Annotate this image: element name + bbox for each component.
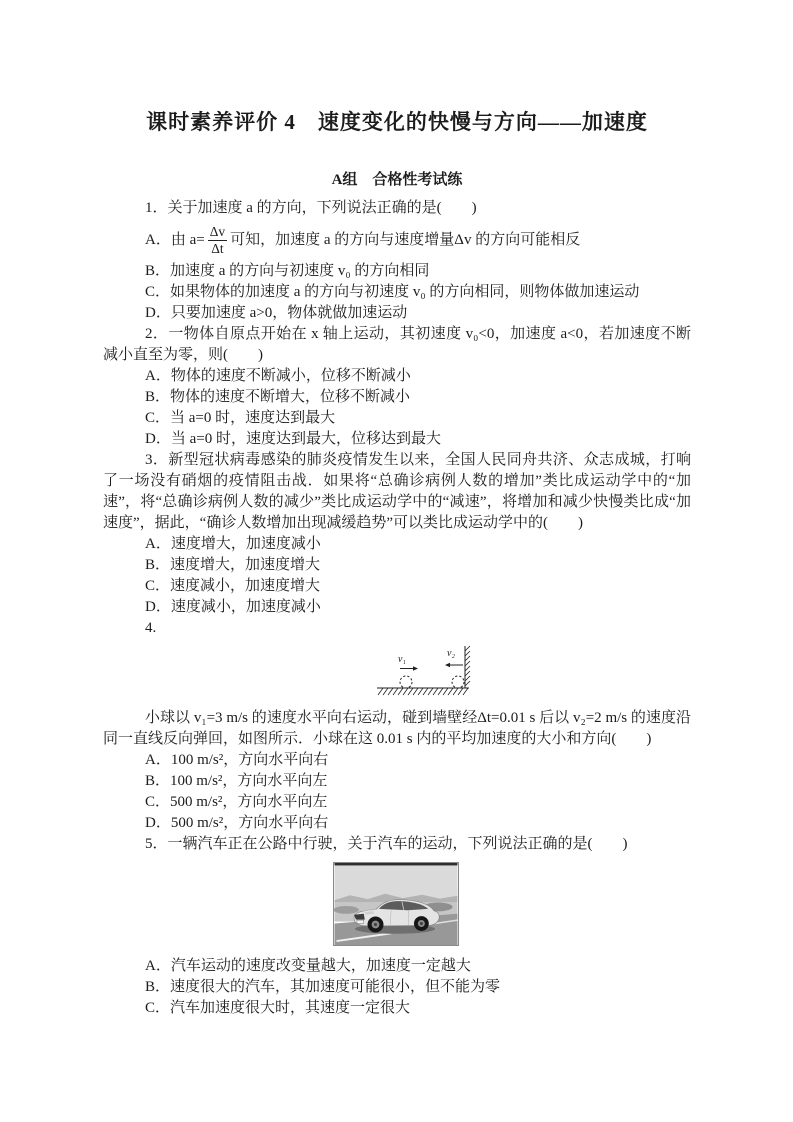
- car-illustration: [333, 862, 459, 946]
- question-block-4: [103, 618, 691, 834]
- option-line: B．速度增大，加速度增大: [145, 557, 321, 573]
- wall: [465, 646, 470, 688]
- car-photo: [333, 862, 461, 946]
- option-line: D．500 m/s²，方向水平向右: [145, 815, 329, 831]
- fraction-denominator: Δt: [211, 240, 224, 256]
- option-line: B．物体的速度不断增大，位移不断减小: [145, 389, 411, 405]
- option-line: C．如果物体的加速度 a 的方向与初速度 v₀ 的方向相同，则物体做加速运动: [145, 284, 640, 300]
- option-line: B．速度很大的汽车，其加速度可能很小，但不能为零: [145, 979, 501, 995]
- option-text: A．由 a=: [145, 231, 205, 248]
- fraction-numerator: Δv: [209, 223, 226, 239]
- v2-arrow-left-icon: [445, 663, 463, 668]
- option-line: A．物体的速度不断减小，位移不断减小: [145, 368, 411, 384]
- section-heading: A组 合格性考试练: [331, 172, 463, 188]
- license-plate: [357, 920, 364, 923]
- question-stem: 3．新型冠状病毒感染的肺炎疫情发生以来，全国人民同舟共济、众志成城，打响了一场没有硝烟的疫情阻击战．如果将“总确诊病例人数的增加”类比成运动学中的“加速”，将“总确诊病例人数的减少”类比成运动学中的“减速”，将增加和减少快慢类比成“加速度”，据此，“确诊人数增加出现减缓趋势”可以类比成运动学中的( ): [103, 452, 691, 531]
- option-line: B．100 m/s²，方向水平向左: [145, 773, 328, 789]
- v2-label: v₂: [447, 648, 455, 659]
- grille: [354, 914, 365, 920]
- fraction: [208, 224, 227, 257]
- option-line: A．汽车运动的速度改变量越大，加速度一定越大: [145, 958, 471, 974]
- option-text: 可知，加速度 a 的方向与速度增量Δv 的方向可能相反: [230, 231, 581, 248]
- v1-label: v₁: [398, 654, 406, 665]
- photo-top-edge: [335, 863, 458, 865]
- page-content: [103, 106, 691, 1019]
- collision-figure: [347, 642, 455, 703]
- ball-left: [400, 676, 412, 688]
- page-title: 课时素养评价 4 速度变化的快慢与方向——加速度: [146, 110, 648, 134]
- option-line: A．速度增大，加速度减小: [145, 536, 321, 552]
- question-stem: 2．一物体自原点开始在 x 轴上运动，其初速度 v₀<0，加速度 a<0，若加速度不断减小直至为零，则( ): [103, 326, 691, 363]
- option-line: C．500 m/s²，方向水平向左: [145, 794, 328, 810]
- front-wheel-center: [374, 923, 377, 926]
- question-number-label: 4.: [145, 620, 157, 636]
- v1-arrow-right-icon: [400, 666, 418, 671]
- question-block-2: [103, 324, 691, 450]
- question-stem: 1．关于加速度 a 的方向，下列说法正确的是( ): [145, 200, 477, 216]
- bush-left: [334, 906, 359, 914]
- option-line: D．当 a=0 时，速度达到最大，位移达到最大: [145, 431, 441, 447]
- option-line: D．只要加速度 a>0，物体就做加速运动: [145, 305, 408, 321]
- question-block-1: [103, 198, 691, 324]
- ball-wall-diagram: [373, 642, 473, 698]
- question-block-3: [103, 450, 691, 618]
- option-line: C．当 a=0 时，速度达到最大: [145, 410, 336, 426]
- question-block-5: [103, 834, 691, 1019]
- ball-right: [452, 676, 464, 688]
- option-line: B．加速度 a 的方向与初速度 v₀ 的方向相同: [145, 263, 430, 279]
- option-line: D．速度减小，加速度减小: [145, 599, 321, 615]
- rear-wheel-center: [420, 922, 423, 925]
- question-stem: 小球以 v₁=3 m/s 的速度水平向右运动，碰到墙壁经Δt=0.01 s 后以 v₂=2 m/s 的速度沿同一直线反向弹回，如图所示．小球在这 0.01 s 内的平均加速度的大小和方向( ): [103, 710, 691, 747]
- question-stem: 5．一辆汽车正在公路中行驶，关于汽车的运动，下列说法正确的是( ): [145, 836, 628, 852]
- option-line: A．100 m/s²，方向水平向右: [145, 752, 329, 768]
- option-line: C．速度减小，加速度增大: [145, 578, 321, 594]
- ground-line: [377, 688, 469, 695]
- option-line: C．汽车加速度很大时，其速度一定很大: [145, 1000, 411, 1016]
- option-line: [103, 219, 691, 261]
